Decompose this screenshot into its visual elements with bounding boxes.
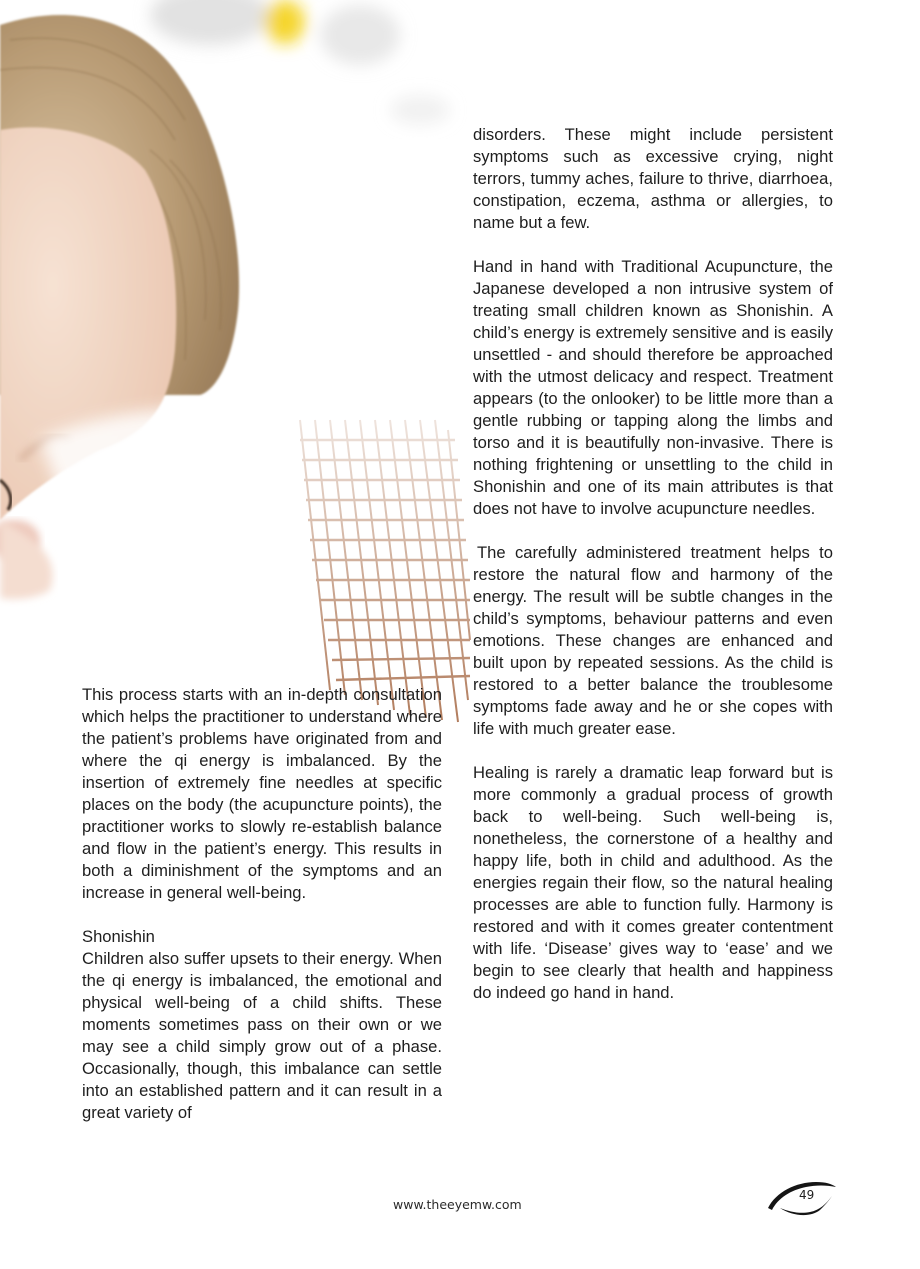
section-heading: Shonishin <box>82 927 155 946</box>
article-paragraph: Children also suffer upsets to their energy. When the qi energy is imbalanced, the emotional and physical well-being of a child shifts. These moments sometimes pass on their own or we may see a child simply grow out of a phase. Occasionally, though, this imbalance can settle into an established pattern and it can result in a great variety of <box>82 949 442 1122</box>
article-paragraph: Hand in hand with Traditional Acupuncture, the Japanese developed a non intrusive system of treating small children known as Shonishin. A child’s energy is extremely sensitive and is easily unsettled - and should therefore be approached with the utmost delicacy and respect. Treatment appears (to the onlooker) to be little more than a gentle rubbing or tapping along the limbs and torso and it is beautifully non-invasive. There is nothing frightening or unsettling to the child in Shonishin and one of its main attributes is that does not have to involve acupuncture needles. <box>473 257 833 518</box>
footer-url[interactable]: www.theeyemw.com <box>393 1197 522 1212</box>
article-column-right <box>473 124 833 1004</box>
article-paragraph: This process starts with an in-depth consultation which helps the practitioner to understand where the patient’s problems have originated from and where the qi energy is imbalanced. By the insertion of extremely fine needles at specific places on the body (the acupuncture points), the practitioner works to slowly re-establish balance and flow in the patient’s energy. This results in both a diminishment of the symptoms and an increase in general well-being. <box>82 685 442 902</box>
page-number: 49 <box>799 1188 815 1202</box>
article-column-left <box>82 684 442 1124</box>
article-paragraph: The carefully administered treatment helps to restore the natural flow and harmony of the energy. The result will be subtle changes in the child’s symptoms, behaviour patterns and even emotions. These changes are enhanced and built upon by repeated sessions. As the child is restored to a better balance the troublesome symptoms fade away and he or she copes with life with much greater ease. <box>473 543 833 738</box>
article-paragraph: Healing is rarely a dramatic leap forward but is more commonly a gradual process of growth back to well-being. Such well-being is, nonetheless, the cornerstone of a healthy and happy life, both in child and adulthood. As the energies regain their flow, so the natural healing processes are able to function fully. Harmony is restored and with it comes greater contentment with life. ‘Disease’ gives way to ‘ease’ and we begin to see clearly that health and happiness do indeed go hand in hand. <box>473 763 833 1002</box>
article-paragraph: disorders. These might include persistent symptoms such as excessive crying, night terrors, tummy aches, failure to thrive, diarrhoea, constipation, eczema, asthma or allergies, to name but a few. <box>473 125 833 232</box>
